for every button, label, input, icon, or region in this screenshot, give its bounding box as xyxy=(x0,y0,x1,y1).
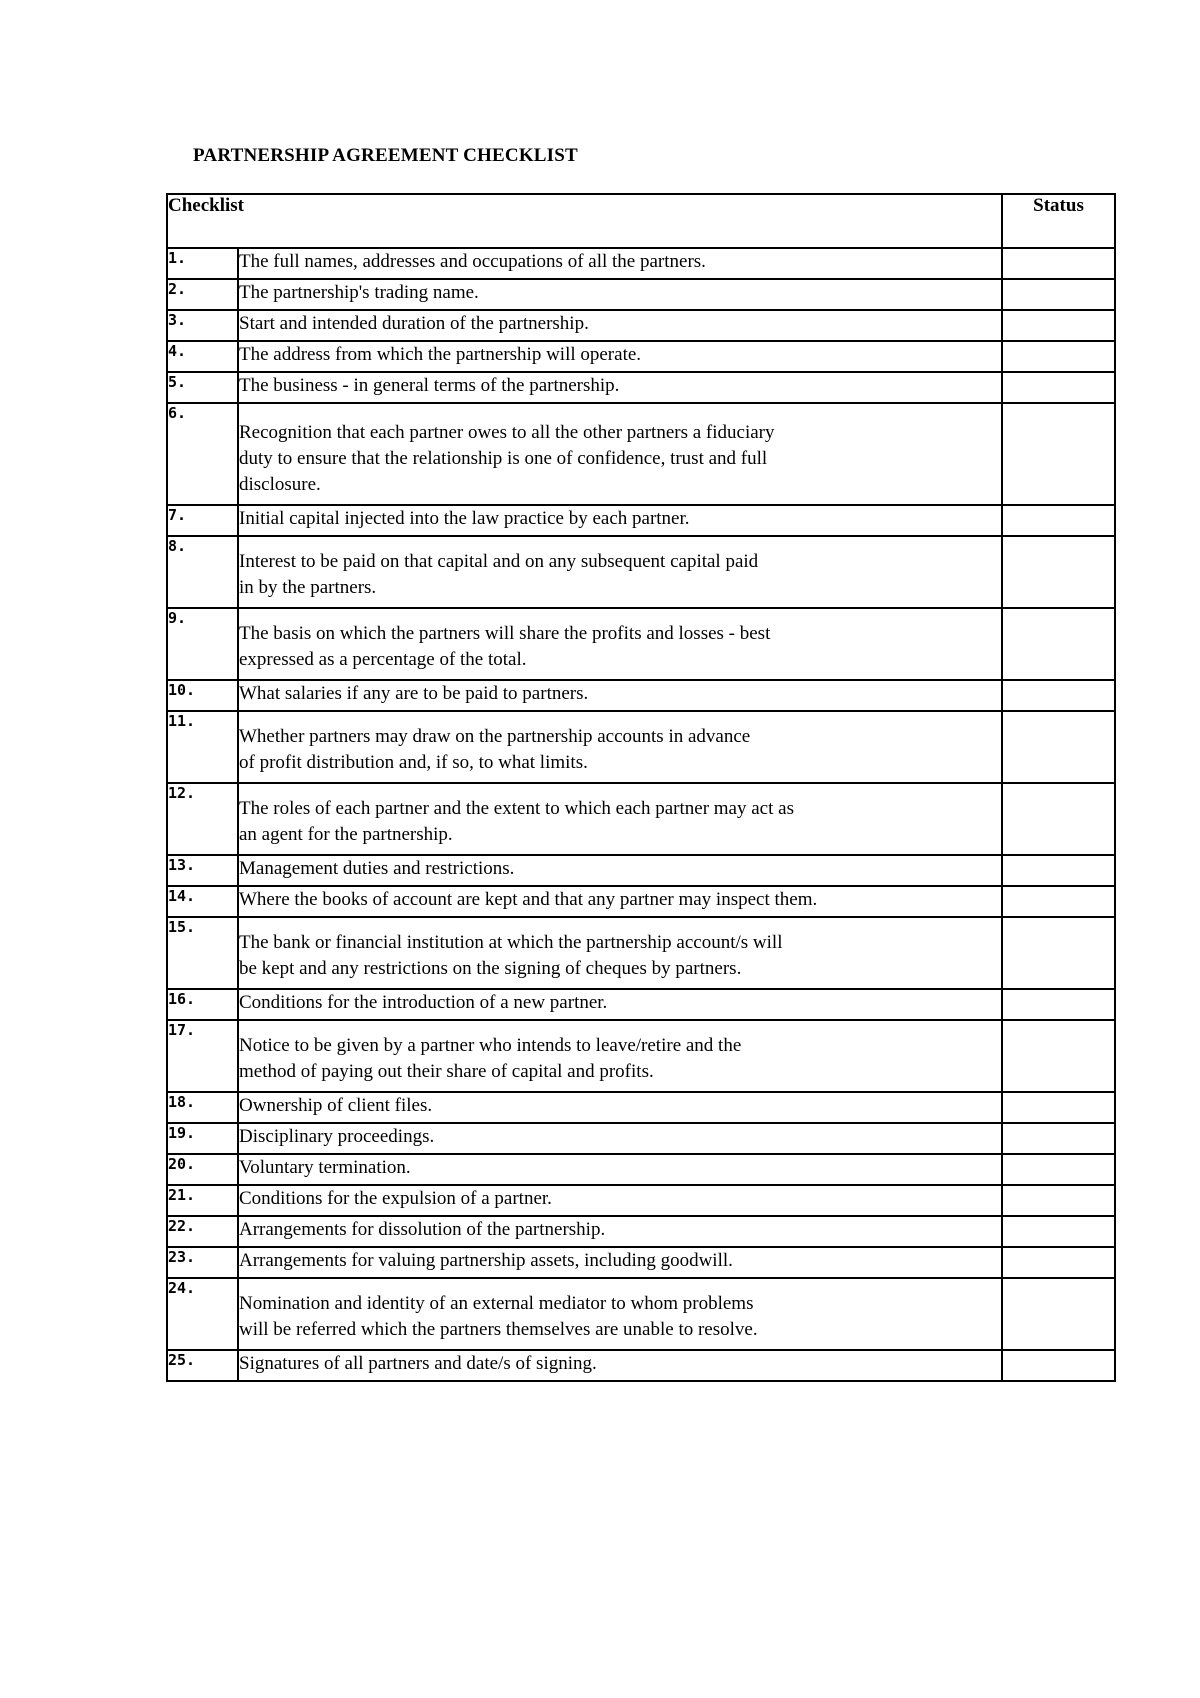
table-row xyxy=(167,341,1115,372)
status-cell[interactable] xyxy=(1002,1020,1115,1092)
item-description-line: be kept and any restrictions on the signing of cheques by partners. xyxy=(239,958,742,979)
item-number: 2. xyxy=(167,279,238,310)
table-header-row xyxy=(167,194,1115,248)
table-row xyxy=(167,1154,1115,1185)
item-description-line: Recognition that each partner owes to all the other partners a fiduciary xyxy=(239,422,775,443)
status-cell[interactable] xyxy=(1002,989,1115,1020)
item-description-line: will be referred which the partners themselves are unable to resolve. xyxy=(239,1319,758,1340)
item-number: 19. xyxy=(167,1123,238,1154)
status-cell[interactable] xyxy=(1002,1216,1115,1247)
table-row xyxy=(167,680,1115,711)
table-row xyxy=(167,989,1115,1020)
item-description: The address from which the partnership will operate. xyxy=(238,341,1002,372)
item-description: Conditions for the expulsion of a partner. xyxy=(238,1185,1002,1216)
status-cell[interactable] xyxy=(1002,1350,1115,1381)
table-row xyxy=(167,536,1115,608)
status-cell[interactable] xyxy=(1002,279,1115,310)
item-number: 20. xyxy=(167,1154,238,1185)
item-description-line: The basis on which the partners will share the profits and losses - best xyxy=(239,623,771,644)
status-cell[interactable] xyxy=(1002,917,1115,989)
status-cell[interactable] xyxy=(1002,403,1115,505)
item-number: 21. xyxy=(167,1185,238,1216)
item-number: 17. xyxy=(167,1020,238,1092)
table-row xyxy=(167,248,1115,279)
status-cell[interactable] xyxy=(1002,608,1115,680)
status-column-header: Status xyxy=(1002,194,1115,248)
table-row xyxy=(167,505,1115,536)
item-description: The partnership's trading name. xyxy=(238,279,1002,310)
item-description: Where the books of account are kept and that any partner may inspect them. xyxy=(238,886,1002,917)
item-number: 1. xyxy=(167,248,238,279)
status-cell[interactable] xyxy=(1002,1154,1115,1185)
item-number: 13. xyxy=(167,855,238,886)
table-row xyxy=(167,917,1115,989)
item-description: Conditions for the introduction of a new partner. xyxy=(238,989,1002,1020)
item-description-line: disclosure. xyxy=(239,474,321,495)
item-number: 11. xyxy=(167,711,238,783)
item-description: Disciplinary proceedings. xyxy=(238,1123,1002,1154)
item-number: 4. xyxy=(167,341,238,372)
item-description: The full names, addresses and occupations of all the partners. xyxy=(238,248,1002,279)
item-number: 15. xyxy=(167,917,238,989)
status-cell[interactable] xyxy=(1002,1247,1115,1278)
status-cell[interactable] xyxy=(1002,341,1115,372)
item-description-line: in by the partners. xyxy=(239,577,377,598)
table-row xyxy=(167,1123,1115,1154)
item-description: Ownership of client files. xyxy=(238,1092,1002,1123)
item-description xyxy=(238,711,1002,783)
status-cell[interactable] xyxy=(1002,783,1115,855)
table-row xyxy=(167,855,1115,886)
item-description: What salaries if any are to be paid to partners. xyxy=(238,680,1002,711)
item-number: 8. xyxy=(167,536,238,608)
item-description-line: Notice to be given by a partner who intends to leave/retire and the xyxy=(239,1035,742,1056)
item-description-line: The roles of each partner and the extent to which each partner may act as xyxy=(239,798,794,819)
status-cell[interactable] xyxy=(1002,372,1115,403)
item-description: Management duties and restrictions. xyxy=(238,855,1002,886)
item-number: 12. xyxy=(167,783,238,855)
status-cell[interactable] xyxy=(1002,1278,1115,1350)
table-row xyxy=(167,403,1115,505)
item-number: 25. xyxy=(167,1350,238,1381)
item-number: 14. xyxy=(167,886,238,917)
table-row xyxy=(167,711,1115,783)
table-row xyxy=(167,1185,1115,1216)
checklist-column-header: Checklist xyxy=(167,194,1002,248)
item-number: 16. xyxy=(167,989,238,1020)
table-row xyxy=(167,372,1115,403)
item-description-line: of profit distribution and, if so, to what limits. xyxy=(239,752,588,773)
checklist-table xyxy=(166,193,1116,1382)
item-description-line: Nomination and identity of an external mediator to whom problems xyxy=(239,1293,754,1314)
item-description: Initial capital injected into the law practice by each partner. xyxy=(238,505,1002,536)
item-description: Voluntary termination. xyxy=(238,1154,1002,1185)
status-cell[interactable] xyxy=(1002,886,1115,917)
item-description: The business - in general terms of the partnership. xyxy=(238,372,1002,403)
item-description-line: The bank or financial institution at which the partnership account/s will xyxy=(239,932,783,953)
item-description xyxy=(238,1278,1002,1350)
table-row xyxy=(167,783,1115,855)
page-title: PARTNERSHIP AGREEMENT CHECKLIST xyxy=(193,145,578,166)
item-description: Arrangements for valuing partnership assets, including goodwill. xyxy=(238,1247,1002,1278)
item-number: 10. xyxy=(167,680,238,711)
status-cell[interactable] xyxy=(1002,1185,1115,1216)
status-cell[interactable] xyxy=(1002,711,1115,783)
status-cell[interactable] xyxy=(1002,855,1115,886)
item-description xyxy=(238,1020,1002,1092)
status-cell[interactable] xyxy=(1002,248,1115,279)
item-number: 23. xyxy=(167,1247,238,1278)
table-row xyxy=(167,608,1115,680)
item-description-line: Interest to be paid on that capital and on any subsequent capital paid xyxy=(239,551,759,572)
table-row xyxy=(167,279,1115,310)
item-description xyxy=(238,536,1002,608)
table-row xyxy=(167,1020,1115,1092)
item-description-line: duty to ensure that the relationship is one of confidence, trust and full xyxy=(239,448,768,469)
status-cell[interactable] xyxy=(1002,310,1115,341)
item-description: Signatures of all partners and date/s of signing. xyxy=(238,1350,1002,1381)
table-row xyxy=(167,310,1115,341)
item-number: 5. xyxy=(167,372,238,403)
item-description-line: Whether partners may draw on the partnership accounts in advance xyxy=(239,726,751,747)
item-number: 18. xyxy=(167,1092,238,1123)
table-row xyxy=(167,1278,1115,1350)
item-number: 22. xyxy=(167,1216,238,1247)
table-row xyxy=(167,886,1115,917)
item-description-line: method of paying out their share of capital and profits. xyxy=(239,1061,654,1082)
item-number: 24. xyxy=(167,1278,238,1350)
item-description: Arrangements for dissolution of the partnership. xyxy=(238,1216,1002,1247)
status-cell[interactable] xyxy=(1002,1123,1115,1154)
item-description-line: expressed as a percentage of the total. xyxy=(239,649,527,670)
item-number: 3. xyxy=(167,310,238,341)
item-description xyxy=(238,917,1002,989)
item-description: Start and intended duration of the partnership. xyxy=(238,310,1002,341)
table-row xyxy=(167,1216,1115,1247)
status-cell[interactable] xyxy=(1002,680,1115,711)
table-row xyxy=(167,1247,1115,1278)
status-cell[interactable] xyxy=(1002,536,1115,608)
item-description-line: an agent for the partnership. xyxy=(239,824,453,845)
item-description xyxy=(238,403,1002,505)
status-cell[interactable] xyxy=(1002,1092,1115,1123)
table-row xyxy=(167,1350,1115,1381)
item-description xyxy=(238,608,1002,680)
table-row xyxy=(167,1092,1115,1123)
status-cell[interactable] xyxy=(1002,505,1115,536)
item-description xyxy=(238,783,1002,855)
item-number: 7. xyxy=(167,505,238,536)
item-number: 9. xyxy=(167,608,238,680)
checklist-body xyxy=(167,248,1115,1381)
item-number: 6. xyxy=(167,403,238,505)
